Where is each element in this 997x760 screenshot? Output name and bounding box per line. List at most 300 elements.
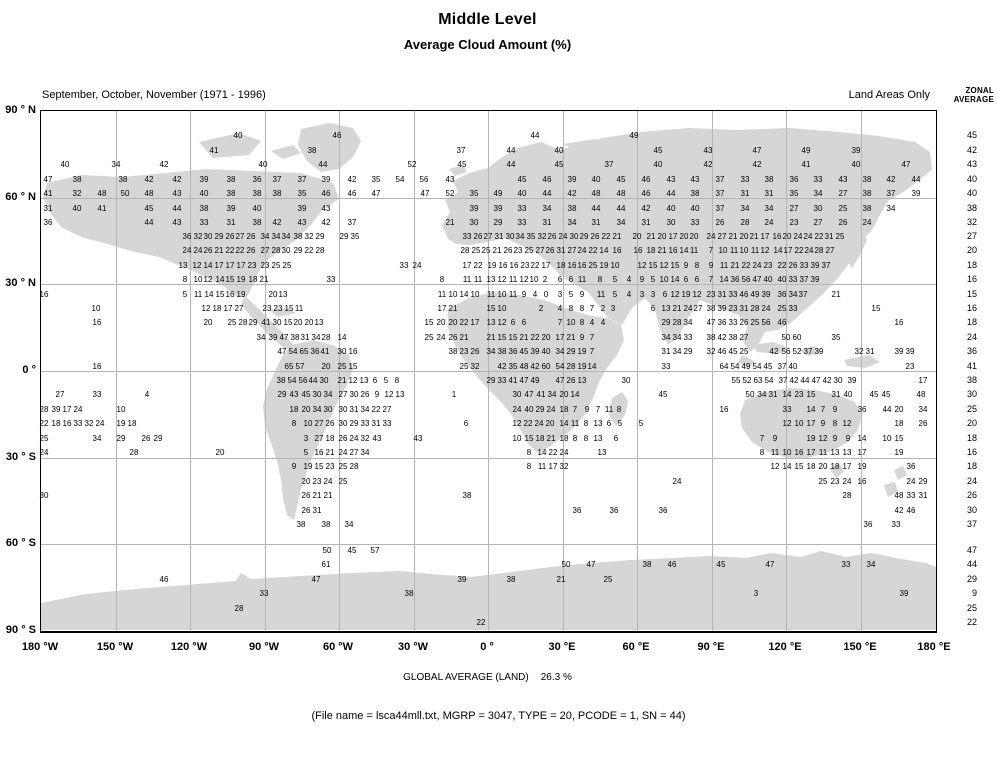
grid-cell-value: 22 — [588, 246, 598, 255]
grid-cell-value: 47 — [752, 146, 762, 155]
grid-cell-value: 47 — [765, 560, 775, 569]
gridline-latitude — [41, 544, 936, 545]
zonal-average-value: 25 — [966, 603, 977, 613]
grid-cell-value: 13 — [486, 275, 496, 284]
lon-tick-label: 30 °E — [548, 641, 576, 653]
grid-cell-value: 26 — [788, 261, 798, 270]
lon-tick-label: 180 °W — [21, 641, 59, 653]
grid-cell-value: 31 — [300, 333, 310, 342]
grid-cell-value: 42 — [703, 160, 713, 169]
grid-cell-value: 27 — [234, 304, 244, 313]
grid-cell-value: 19 — [577, 362, 587, 371]
zonal-average-value: 18 — [966, 317, 977, 327]
grid-cell-value: 20 — [894, 405, 904, 414]
grid-cell-value: 54 — [395, 175, 405, 184]
grid-cell-value: 34 — [886, 204, 896, 213]
grid-cell-value: 15 — [508, 333, 518, 342]
grid-cell-value: 25 — [338, 462, 348, 471]
grid-cell-value: 5 — [383, 376, 389, 385]
grid-cell-value: 40 — [60, 160, 70, 169]
grid-cell-value: 9 — [639, 275, 645, 284]
grid-cell-value: 37 — [798, 290, 808, 299]
grid-cell-value: 31 — [641, 218, 651, 227]
grid-cell-value: 19 — [894, 448, 904, 457]
grid-cell-value: 54 — [764, 376, 774, 385]
grid-cell-value: 45 — [519, 347, 529, 356]
grid-cell-value: 38 — [72, 175, 82, 184]
grid-cell-value: 33 — [360, 419, 370, 428]
grid-cell-value: 34 — [567, 218, 577, 227]
grid-cell-value: 21 — [259, 275, 269, 284]
grid-cell-value: 26 — [590, 232, 600, 241]
grid-cell-value: 48 — [894, 491, 904, 500]
grid-cell-value: 31 — [768, 390, 778, 399]
zonal-average-value: 9 — [971, 588, 977, 598]
grid-cell-value: 37 — [715, 189, 725, 198]
grid-cell-value: 20 — [559, 390, 569, 399]
grid-cell-value: 21 — [730, 261, 740, 270]
grid-cell-value: 44 — [530, 131, 540, 140]
grid-cell-value: 26 — [715, 218, 725, 227]
grid-cell-value: 22 — [304, 246, 314, 255]
grid-cell-value: 30 — [833, 376, 843, 385]
grid-cell-value: 12 — [659, 261, 669, 270]
grid-cell-value: 17 — [918, 376, 928, 385]
grid-cell-value: 36 — [252, 175, 262, 184]
grid-cell-value: 17 — [842, 462, 852, 471]
grid-cell-value: 47 — [811, 376, 821, 385]
grid-cell-value: 25 — [271, 261, 281, 270]
grid-cell-value: 30 — [338, 419, 348, 428]
file-metadata-line: (File name = lsca44mll.txt, MGRP = 3047, TYPE = 20, PCODE = 1, SN = 44) — [311, 710, 686, 722]
zonal-average-value: 18 — [966, 461, 977, 471]
grid-cell-value: 41 — [320, 347, 330, 356]
grid-cell-value: 34 — [661, 333, 671, 342]
grid-cell-value: 46 — [542, 175, 552, 184]
grid-cell-value: 10 — [193, 275, 203, 284]
grid-cell-value: 17 — [223, 304, 233, 313]
grid-cell-value: 6 — [683, 275, 689, 284]
zonal-average-value: 30 — [966, 505, 977, 515]
grid-cell-value: 27 — [693, 304, 703, 313]
grid-cell-value: 18 — [830, 462, 840, 471]
grid-cell-value: 36 — [182, 232, 192, 241]
grid-cell-value: 56 — [741, 275, 751, 284]
grid-cell-value: 27 — [567, 246, 577, 255]
grid-cell-value: 22 — [530, 261, 540, 270]
lon-tick-label: 180 °E — [917, 641, 951, 653]
grid-cell-value: 5 — [650, 275, 656, 284]
grid-cell-value: 24 — [436, 333, 446, 342]
global-average-line — [40, 672, 935, 683]
grid-cell-value: 42 — [159, 160, 169, 169]
grid-cell-value: 26 — [360, 390, 370, 399]
grid-cell-value: 30 — [505, 232, 515, 241]
grid-cell-value: 20 — [679, 232, 689, 241]
grid-cell-value: 39 — [814, 347, 824, 356]
grid-cell-value: 22 — [741, 261, 751, 270]
grid-cell-value: 32 — [84, 419, 94, 428]
grid-cell-value: 26 — [203, 246, 213, 255]
new-guinea — [844, 355, 880, 368]
grid-cell-value: 23 — [325, 462, 335, 471]
grid-cell-value: 23 — [520, 261, 530, 270]
grid-cell-value: 52 — [445, 189, 455, 198]
grid-cell-value: 29 — [277, 390, 287, 399]
grid-cell-value: 33 — [399, 261, 409, 270]
grid-cell-value: 45 — [144, 204, 154, 213]
grid-cell-value: 22 — [794, 246, 804, 255]
zonal-average-value: 40 — [966, 174, 977, 184]
grid-cell-value: 33 — [813, 175, 823, 184]
grid-cell-value: 32 — [72, 189, 82, 198]
grid-cell-value: 47 — [371, 189, 381, 198]
grid-cell-value: 26 — [325, 419, 335, 428]
grid-cell-value: 8 — [182, 275, 188, 284]
grid-cell-value: 24 — [559, 448, 569, 457]
grid-cell-value: 11 — [750, 246, 760, 255]
grid-cell-value: 9 — [832, 434, 838, 443]
grid-cell-value: 33 — [788, 304, 798, 313]
grid-cell-value: 12 — [201, 304, 211, 313]
grid-cell-value: 22 — [473, 261, 483, 270]
grid-cell-value: 46 — [777, 318, 787, 327]
grid-cell-value: 6 — [510, 318, 516, 327]
grid-cell-value: 46 — [739, 290, 749, 299]
grid-cell-value: 22 — [371, 405, 381, 414]
grid-cell-value: 17 — [783, 246, 793, 255]
grid-cell-value: 5 — [612, 290, 618, 299]
grid-cell-value: 56 — [781, 347, 791, 356]
grid-cell-value: 19 — [577, 347, 587, 356]
grid-cell-value: 47 — [279, 333, 289, 342]
grid-cell-value: 13 — [178, 261, 188, 270]
grid-cell-value: 21 — [646, 232, 656, 241]
grid-cell-value: 14 — [782, 462, 792, 471]
zonal-average-value: 20 — [966, 245, 977, 255]
grid-cell-value: 18 — [556, 261, 566, 270]
grid-cell-value: 3 — [303, 434, 309, 443]
grid-cell-value: 36 — [609, 506, 619, 515]
grid-cell-value: 20 — [293, 318, 303, 327]
grid-cell-value: 8 — [583, 434, 589, 443]
grid-cell-value: 10 — [529, 275, 539, 284]
grid-cell-value: 20 — [321, 362, 331, 371]
grid-cell-value: 27 — [55, 390, 65, 399]
grid-cell-value: 5 — [568, 290, 574, 299]
grid-cell-value: 39 — [268, 333, 278, 342]
grid-cell-value: 34 — [256, 333, 266, 342]
grid-cell-value: 29 — [293, 246, 303, 255]
grid-cell-value: 28 — [460, 246, 470, 255]
grid-cell-value: 14 — [537, 448, 547, 457]
grid-cell-value: 30 — [813, 204, 823, 213]
grid-cell-value: 30 — [272, 318, 282, 327]
grid-cell-value: 40 — [591, 175, 601, 184]
grid-cell-value: 14 — [782, 390, 792, 399]
grid-cell-value: 39 — [761, 290, 771, 299]
grid-cell-value: 34 — [360, 405, 370, 414]
grid-cell-value: 27 — [825, 246, 835, 255]
grid-cell-value: 8 — [759, 448, 765, 457]
grid-cell-value: 8 — [579, 304, 585, 313]
season-range-label: September, October, November (1971 - 1996) — [42, 89, 266, 101]
grid-cell-value: 43 — [666, 175, 676, 184]
grid-cell-value: 45 — [716, 560, 726, 569]
grid-cell-value: 17 — [760, 232, 770, 241]
grid-cell-value: 10 — [610, 261, 620, 270]
grid-cell-value: 29 — [349, 419, 359, 428]
grid-cell-value: 39 — [199, 175, 209, 184]
grid-cell-value: 19 — [857, 462, 867, 471]
grid-cell-value: 30 — [338, 405, 348, 414]
zonal-average-value: 43 — [966, 159, 977, 169]
grid-cell-value: 30 — [512, 390, 522, 399]
grid-cell-value: 30 — [203, 232, 213, 241]
grid-cell-value: 52 — [742, 376, 752, 385]
grid-cell-value: 38 — [272, 189, 282, 198]
zonal-average-value: 44 — [966, 559, 977, 569]
grid-cell-value: 45 — [763, 362, 773, 371]
arctic-islands — [271, 145, 301, 159]
grid-cell-value: 11 — [570, 419, 580, 428]
grid-cell-value: 30 — [569, 232, 579, 241]
grid-cell-value: 34 — [918, 405, 928, 414]
lat-tick-label: 60 ° S — [5, 537, 36, 549]
grid-cell-value: 22 — [523, 419, 533, 428]
grid-cell-value: 49 — [741, 362, 751, 371]
grid-cell-value: 21 — [728, 232, 738, 241]
grid-cell-value: 14 — [670, 275, 680, 284]
grid-cell-value: 32 — [559, 462, 569, 471]
grid-cell-value: 28 — [238, 318, 248, 327]
grid-cell-value: 48 — [916, 390, 926, 399]
grid-cell-value: 45 — [881, 390, 891, 399]
grid-cell-value: 28 — [321, 333, 331, 342]
grid-cell-value: 7 — [572, 405, 578, 414]
grid-cell-value: 11 — [719, 261, 729, 270]
grid-cell-value: 13 — [359, 376, 369, 385]
grid-cell-value: 16 — [225, 290, 235, 299]
grid-cell-value: 34 — [542, 204, 552, 213]
grid-cell-value: 43 — [297, 218, 307, 227]
grid-cell-value: 8 — [597, 275, 603, 284]
grid-cell-value: 15 — [497, 333, 507, 342]
grid-cell-value: 19 — [599, 261, 609, 270]
grid-cell-value: 22 — [235, 246, 245, 255]
grid-cell-value: 18 — [646, 246, 656, 255]
zonal-average-value: 15 — [966, 289, 977, 299]
grid-cell-value: 17 — [214, 261, 224, 270]
zonal-average-value: 29 — [966, 574, 977, 584]
grid-cell-value: 20 — [782, 232, 792, 241]
grid-cell-value: 36 — [789, 175, 799, 184]
grid-cell-value: 24 — [349, 434, 359, 443]
grid-cell-value: 48 — [591, 189, 601, 198]
grid-cell-value: 8 — [694, 261, 700, 270]
grid-cell-value: 26 — [246, 232, 256, 241]
zonal-average-value: 37 — [966, 519, 977, 529]
grid-cell-value: 39 — [493, 204, 503, 213]
grid-cell-value: 22 — [601, 232, 611, 241]
grid-cell-value: 23 — [763, 261, 773, 270]
grid-cell-value: 33 — [199, 218, 209, 227]
grid-cell-value: 38 — [448, 347, 458, 356]
grid-cell-value: 21 — [323, 491, 333, 500]
grid-cell-value: 42 — [894, 506, 904, 515]
grid-cell-value: 46 — [906, 506, 916, 515]
zonal-header-line1: ZONAL — [965, 86, 994, 95]
grid-cell-value: 17 — [668, 232, 678, 241]
grid-cell-value: 54 — [288, 347, 298, 356]
grid-cell-value: 47 — [752, 275, 762, 284]
grid-cell-value: 29 — [579, 232, 589, 241]
grid-cell-value: 26 — [547, 232, 557, 241]
grid-cell-value: 63 — [753, 376, 763, 385]
grid-cell-value: 27 — [717, 232, 727, 241]
grid-cell-value: 31 — [371, 419, 381, 428]
grid-cell-value: 12 — [192, 261, 202, 270]
grid-cell-value: 28 — [814, 246, 824, 255]
grid-cell-value: 25 — [481, 246, 491, 255]
grid-cell-value: 24 — [323, 477, 333, 486]
grid-cell-value: 33 — [799, 261, 809, 270]
grid-cell-value: 26 — [225, 232, 235, 241]
grid-cell-value: 21 — [459, 333, 469, 342]
grid-cell-value: 6 — [650, 304, 656, 313]
grid-cell-value: 22 — [225, 246, 235, 255]
grid-cell-value: 47 — [519, 376, 529, 385]
grid-cell-value: 43 — [172, 218, 182, 227]
grid-cell-value: 42 — [752, 160, 762, 169]
grid-cell-value: 6 — [694, 275, 700, 284]
grid-cell-value: 17 — [555, 333, 565, 342]
grid-cell-value: 40 — [763, 275, 773, 284]
zonal-average-value: 22 — [966, 617, 977, 627]
grid-cell-value: 48 — [519, 362, 529, 371]
grid-cell-value: 33 — [73, 419, 83, 428]
grid-cell-value: 34 — [788, 290, 798, 299]
grid-cell-value: 43 — [690, 175, 700, 184]
grid-cell-value: 25 — [818, 477, 828, 486]
grid-cell-value: 38 — [199, 204, 209, 213]
grid-cell-value: 6 — [568, 275, 574, 284]
grid-cell-value: 17 — [806, 448, 816, 457]
grid-cell-value: 16 — [894, 318, 904, 327]
grid-cell-value: 12 — [497, 275, 507, 284]
grid-cell-value: 57 — [295, 362, 305, 371]
grid-cell-value: 34 — [260, 232, 270, 241]
gridline-latitude — [41, 371, 936, 372]
grid-cell-value: 19 — [487, 261, 497, 270]
grid-cell-value: 19 — [116, 419, 126, 428]
grid-cell-value: 24 — [906, 477, 916, 486]
grid-cell-value: 25 — [338, 477, 348, 486]
grid-cell-value: 16 — [62, 419, 72, 428]
grid-cell-value: 33 — [497, 376, 507, 385]
grid-cell-value: 36 — [777, 290, 787, 299]
grid-cell-value: 27 — [235, 232, 245, 241]
grid-cell-value: 42 — [144, 175, 154, 184]
grid-cell-value: 30 — [312, 390, 322, 399]
grid-cell-value: 43 — [703, 146, 713, 155]
grid-cell-value: 33 — [891, 520, 901, 529]
grid-cell-value: 65 — [284, 362, 294, 371]
grid-cell-value: 33 — [841, 560, 851, 569]
grid-cell-value: 46 — [159, 575, 169, 584]
grid-cell-value: 16 — [509, 261, 519, 270]
grid-cell-value: 10 — [882, 434, 892, 443]
grid-cell-value: 8 — [832, 419, 838, 428]
zonal-average-value: 16 — [966, 303, 977, 313]
grid-cell-value: 8 — [526, 462, 532, 471]
grid-cell-value: 21 — [492, 246, 502, 255]
grid-cell-value: 23 — [312, 477, 322, 486]
grid-cell-value: 21 — [831, 290, 841, 299]
grid-cell-value: 2 — [542, 275, 548, 284]
grid-cell-value: 32 — [470, 362, 480, 371]
zonal-average-value: 42 — [966, 145, 977, 155]
grid-cell-value: 19 — [681, 290, 691, 299]
grid-cell-value: 47 — [43, 175, 53, 184]
grid-cell-value: 16 — [577, 261, 587, 270]
grid-cell-value: 24 — [683, 304, 693, 313]
grid-cell-value: 16 — [314, 448, 324, 457]
grid-cell-value: 38 — [706, 333, 716, 342]
grid-cell-value: 24 — [752, 261, 762, 270]
grid-cell-value: 40 — [524, 405, 534, 414]
grid-cell-value: 5 — [182, 290, 188, 299]
grid-cell-value: 27 — [314, 434, 324, 443]
grid-cell-value: 50 — [120, 189, 130, 198]
grid-cell-value: 8 — [291, 419, 297, 428]
grid-cell-value: 39 — [469, 204, 479, 213]
zonal-average-header — [934, 86, 994, 104]
grid-cell-value: 38 — [290, 333, 300, 342]
zonal-average-value: 45 — [966, 130, 977, 140]
grid-cell-value: 28 — [315, 246, 325, 255]
grid-cell-value: 29 — [315, 232, 325, 241]
grid-cell-value: 29 — [566, 347, 576, 356]
grid-cell-value: 2 — [538, 304, 544, 313]
grid-cell-value: 40 — [690, 204, 700, 213]
grid-cell-value: 21 — [312, 491, 322, 500]
grid-cell-value: 18 — [535, 434, 545, 443]
grid-cell-value: 44 — [318, 160, 328, 169]
grid-cell-value: 26 — [838, 218, 848, 227]
grid-cell-value: 17 — [470, 318, 480, 327]
grid-cell-value: 45 — [616, 175, 626, 184]
grid-cell-value: 9 — [584, 405, 590, 414]
grid-cell-value: 36 — [508, 347, 518, 356]
grid-cell-value: 38 — [690, 189, 700, 198]
grid-cell-value: 20 — [689, 232, 699, 241]
grid-cell-value: 28 — [566, 362, 576, 371]
grid-cell-value: 24 — [764, 218, 774, 227]
grid-cell-value: 9 — [845, 434, 851, 443]
grid-cell-value: 49 — [801, 146, 811, 155]
grid-cell-value: 18 — [325, 434, 335, 443]
grid-cell-value: 24 — [842, 477, 852, 486]
grid-cell-value: 16 — [92, 318, 102, 327]
grid-cell-value: 11 — [818, 448, 828, 457]
grid-cell-value: 50 — [322, 546, 332, 555]
grid-cell-value: 56 — [419, 175, 429, 184]
grid-cell-value: 23 — [830, 477, 840, 486]
grid-cell-value: 54 — [287, 376, 297, 385]
grid-cell-value: 18 — [559, 405, 569, 414]
grid-cell-value: 11 — [437, 290, 447, 299]
